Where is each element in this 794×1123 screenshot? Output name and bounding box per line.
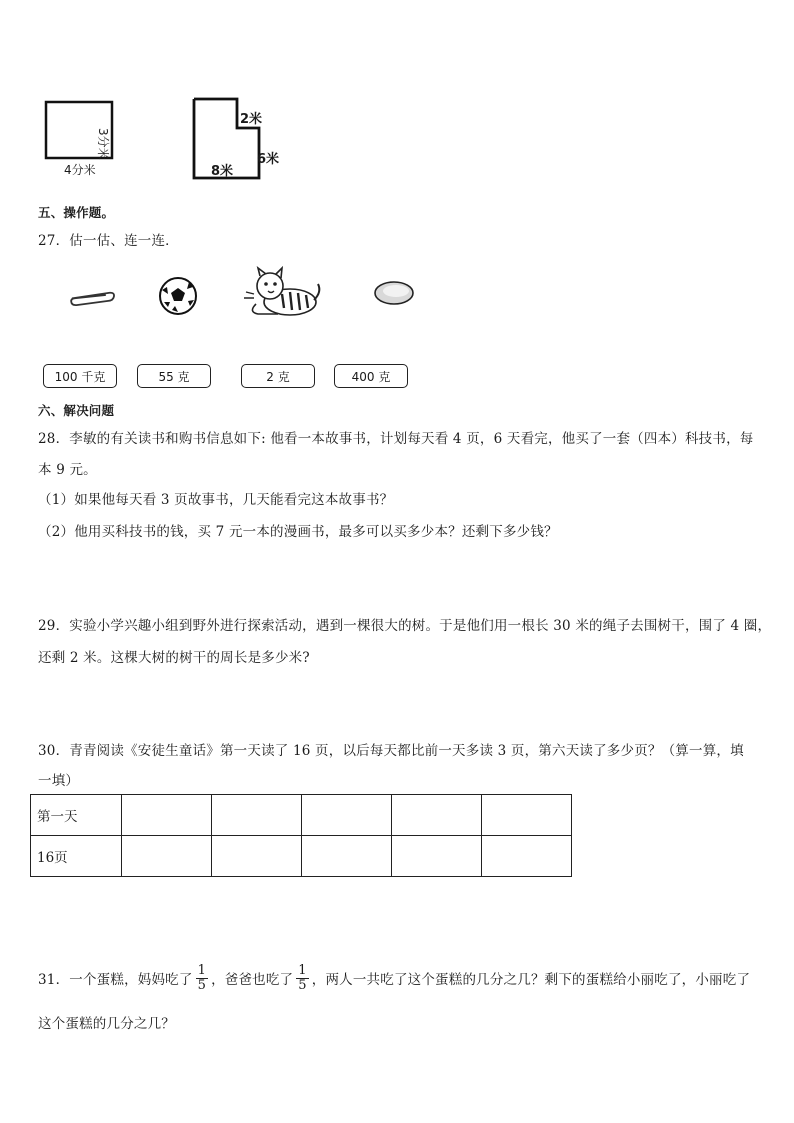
table-row [31,836,572,877]
option-400g-box[interactable]: 400 克 [334,364,408,388]
question-31-part2: ，爸爸也吃了 [211,972,294,988]
table-row [31,795,572,836]
table-cell[interactable] [392,795,482,836]
question-29-line1: 29．实验小学兴趣小组到野外进行探索活动，遇到一棵很大的树。于是他们用一根长 30 米的绳子去围树干，围了 4 圈， [38,618,772,634]
fraction-denominator: 5 [197,978,207,993]
table-cell[interactable] [212,795,302,836]
l-shape-top-label: 2米 [240,112,263,127]
l-shape-figure [186,94,286,184]
paperclip-icon [66,288,118,308]
section-5-heading: 五、操作题。 [38,205,115,220]
option-55g-box[interactable]: 55 克 [137,364,211,388]
soccer-ball-icon [158,276,200,316]
question-31-part3: ，两人一共吃了这个蛋糕的几分之几？剩下的蛋糕给小丽吃了，小丽吃了 [311,972,751,988]
section-6-heading: 六、解决问题 [38,403,115,418]
table-cell[interactable] [212,836,302,877]
fraction-numerator: 1 [298,963,307,978]
table-cell[interactable] [122,795,212,836]
question-28-line1: 28．李敏的有关读书和购书信息如下: 他看一本故事书，计划每天看 4 页，6 天看完，他买了一套（四本）科技书，每 [38,431,754,447]
fraction-numerator: 1 [197,963,207,978]
dish-icon [372,279,422,309]
rectangle-height-label: 3分米 [96,128,110,160]
question-29-line2: 还剩 2 米。这棵大树的树干的周长是多少米? [38,650,310,666]
option-2g-box[interactable]: 2 克 [241,364,315,388]
table-cell[interactable] [122,836,212,877]
fraction-one-fifth [196,964,208,993]
reading-table [30,794,572,877]
fraction-denominator: 5 [298,978,307,993]
table-cell: 16页 [31,836,122,877]
question-30-line2: 一填） [38,773,80,789]
question-31-line2: 这个蛋糕的几分之几？ [38,1016,175,1032]
tiger-icon [238,264,324,318]
question-28-sub2: （2）他用买科技书的钱，买 7 元一本的漫画书，最多可以买多少本？还剩下多少钱？ [38,524,558,540]
question-27: 27．估一估、连一连． [38,233,179,249]
question-28-sub1: （1）如果他每天看 3 页故事书，几天能看完这本故事书？ [38,492,394,508]
table-cell: 第一天 [31,795,122,836]
question-31-line1 [38,963,751,995]
question-28-line2: 本 9 元。 [38,462,97,478]
l-shape-bottom-label: 8米 [211,164,234,179]
table-cell[interactable] [302,836,392,877]
fraction-one-fifth [296,964,308,993]
table-cell[interactable] [482,836,572,877]
rectangle-width-label: 4分米 [64,163,96,177]
table-cell[interactable] [392,836,482,877]
option-100kg-box[interactable]: 100 千克 [43,364,117,388]
question-31-part1: 31．一个蛋糕，妈妈吃了 [38,972,193,988]
table-cell[interactable] [302,795,392,836]
question-30-line1: 30．青青阅读《安徒生童话》第一天读了 16 页，以后每天都比前一天多读 3 页，第六天读了多少页？（算一算，填 [38,743,744,759]
table-cell[interactable] [482,795,572,836]
l-shape-right-label: 6米 [257,152,280,167]
